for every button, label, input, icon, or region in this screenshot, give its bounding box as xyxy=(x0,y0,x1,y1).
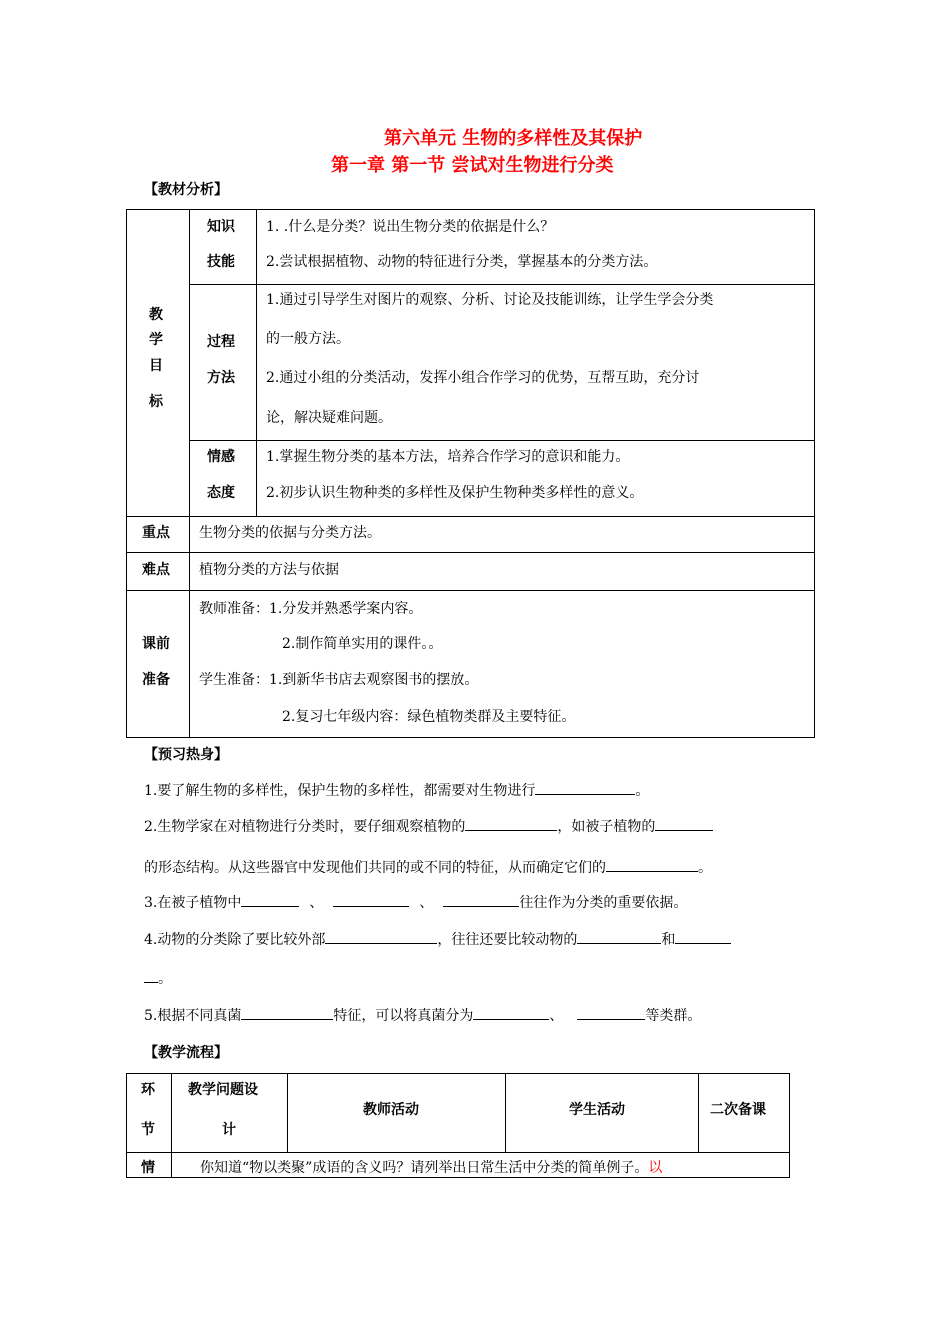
process-line: 论，解决疑难问题。 xyxy=(266,410,392,426)
q3-text: 往往作为分类的重要依据。 xyxy=(519,895,688,911)
flow-row-question: 你知道“物以类聚”成语的含义吗？请列举出日常生活中分类的简单例子。 xyxy=(200,1160,649,1176)
q5-text: 5.根据不同真菌 xyxy=(144,1008,242,1024)
answer-blank[interactable] xyxy=(577,1005,645,1020)
answer-blank[interactable] xyxy=(577,929,661,944)
prep-line: 学生准备：1.到新华书店去观察图书的摆放。 xyxy=(199,672,479,688)
unit-title: 第六单元 生物的多样性及其保护 xyxy=(384,128,643,149)
row-label-attitude-2: 态度 xyxy=(207,485,235,501)
answer-blank[interactable] xyxy=(675,929,731,944)
q5-sep: 、 xyxy=(549,1008,564,1024)
answer-blank[interactable] xyxy=(241,1005,333,1020)
row-label-process-2: 方法 xyxy=(207,370,235,386)
flow-row-red-text: 以 xyxy=(648,1160,663,1176)
q4-text: 和 xyxy=(661,932,676,948)
flow-header-segment-2: 节 xyxy=(141,1122,155,1138)
q1-text: 1.要了解生物的多样性，保护生物的多样性，都需要对生物进行 xyxy=(144,783,536,799)
analysis-heading: 【教材分析】 xyxy=(144,182,228,198)
q2-text: 2.生物学家在对植物进行分类时，要仔细观察植物的 xyxy=(144,819,466,835)
difficulty-label: 难点 xyxy=(142,562,170,578)
attitude-line: 1.掌握生物分类的基本方法，培养合作学习的意识和能力。 xyxy=(266,449,630,465)
answer-blank[interactable] xyxy=(241,892,299,907)
knowledge-line: 2.尝试根据植物、动物的特征进行分类，掌握基本的分类方法。 xyxy=(266,254,658,270)
process-line: 2.通过小组的分类活动，发挥小组合作学习的优势，互帮互助，充分讨 xyxy=(266,370,700,386)
q2-text: ，如被子植物的 xyxy=(557,819,656,835)
answer-blank[interactable] xyxy=(535,780,635,795)
question-2 xyxy=(144,816,713,836)
q4-text: 4.动物的分类除了要比较外部 xyxy=(144,932,326,948)
prep-line: 2.制作简单实用的课件。。 xyxy=(282,636,443,652)
row-label-knowledge-1: 知识 xyxy=(207,219,235,235)
flow-header-second: 二次备课 xyxy=(710,1102,766,1118)
q3-text: 3.在被子植物中 xyxy=(144,895,242,911)
answer-blank[interactable] xyxy=(325,929,437,944)
prep-label-1: 课前 xyxy=(142,636,170,652)
answer-blank[interactable] xyxy=(443,892,519,907)
prep-line: 2.复习七年级内容：绿色植物类群及主要特征。 xyxy=(282,709,576,725)
question-2-cont xyxy=(144,857,712,877)
flow-row-segment: 情 xyxy=(141,1160,155,1176)
question-5 xyxy=(144,1005,701,1025)
flow-row-text xyxy=(200,1157,662,1177)
question-1 xyxy=(144,780,649,800)
key-point-text: 生物分类的依据与分类方法。 xyxy=(199,525,381,541)
row-label-process-1: 过程 xyxy=(207,334,235,350)
q3-sep: 、 xyxy=(309,895,324,911)
difficulty-text: 植物分类的方法与依据 xyxy=(199,562,339,578)
answer-blank[interactable] xyxy=(333,892,409,907)
flow-header-segment-1: 环 xyxy=(141,1082,155,1098)
question-4-cont xyxy=(144,968,172,988)
answer-blank[interactable] xyxy=(473,1005,549,1020)
flow-header-design-2: 计 xyxy=(222,1122,236,1138)
knowledge-line: 1. .什么是分类？说出生物分类的依据是什么？ xyxy=(266,219,555,235)
q4-text: ，往往还要比较动物的 xyxy=(437,932,578,948)
process-line: 的一般方法。 xyxy=(266,331,350,347)
flow-heading: 【教学流程】 xyxy=(144,1045,228,1061)
goal-label-1: 教 xyxy=(149,307,163,323)
prep-line: 教师准备：1.分发并熟悉学案内容。 xyxy=(199,601,423,617)
q2-text: 的形态结构。从这些器官中发现他们共同的或不同的特征，从而确定它们的 xyxy=(144,860,606,876)
row-label-knowledge-2: 技能 xyxy=(207,254,235,270)
answer-blank[interactable] xyxy=(606,857,698,872)
key-point-label: 重点 xyxy=(142,525,170,541)
q3-sep: 、 xyxy=(419,895,434,911)
question-4 xyxy=(144,929,731,949)
goal-label-4: 标 xyxy=(149,394,163,410)
flow-header-student: 学生活动 xyxy=(569,1102,625,1118)
flow-header-teacher: 教师活动 xyxy=(363,1102,419,1118)
answer-blank[interactable] xyxy=(465,816,557,831)
q5-text: 等类群。 xyxy=(645,1008,702,1024)
q5-text: 特征，可以将真菌分为 xyxy=(333,1008,474,1024)
answer-blank[interactable] xyxy=(144,968,158,983)
q2-end: 。 xyxy=(698,860,712,876)
lesson-title: 第一章 第一节 尝试对生物进行分类 xyxy=(331,155,614,176)
process-line: 1.通过引导学生对图片的观察、分析、讨论及技能训练，让学生学会分类 xyxy=(266,292,714,308)
row-label-attitude-1: 情感 xyxy=(207,449,235,465)
question-3 xyxy=(144,892,687,912)
answer-blank[interactable] xyxy=(655,816,713,831)
preview-heading: 【预习热身】 xyxy=(144,747,228,763)
prep-label-2: 准备 xyxy=(142,672,170,688)
goal-label-2: 学 xyxy=(149,332,163,348)
q4-end: 。 xyxy=(158,971,172,987)
goal-label-3: 目 xyxy=(149,358,163,374)
q1-end: 。 xyxy=(635,783,650,799)
attitude-line: 2.初步认识生物种类的多样性及保护生物种类多样性的意义。 xyxy=(266,485,644,501)
flow-header-design-1: 教学问题设 xyxy=(188,1082,258,1098)
